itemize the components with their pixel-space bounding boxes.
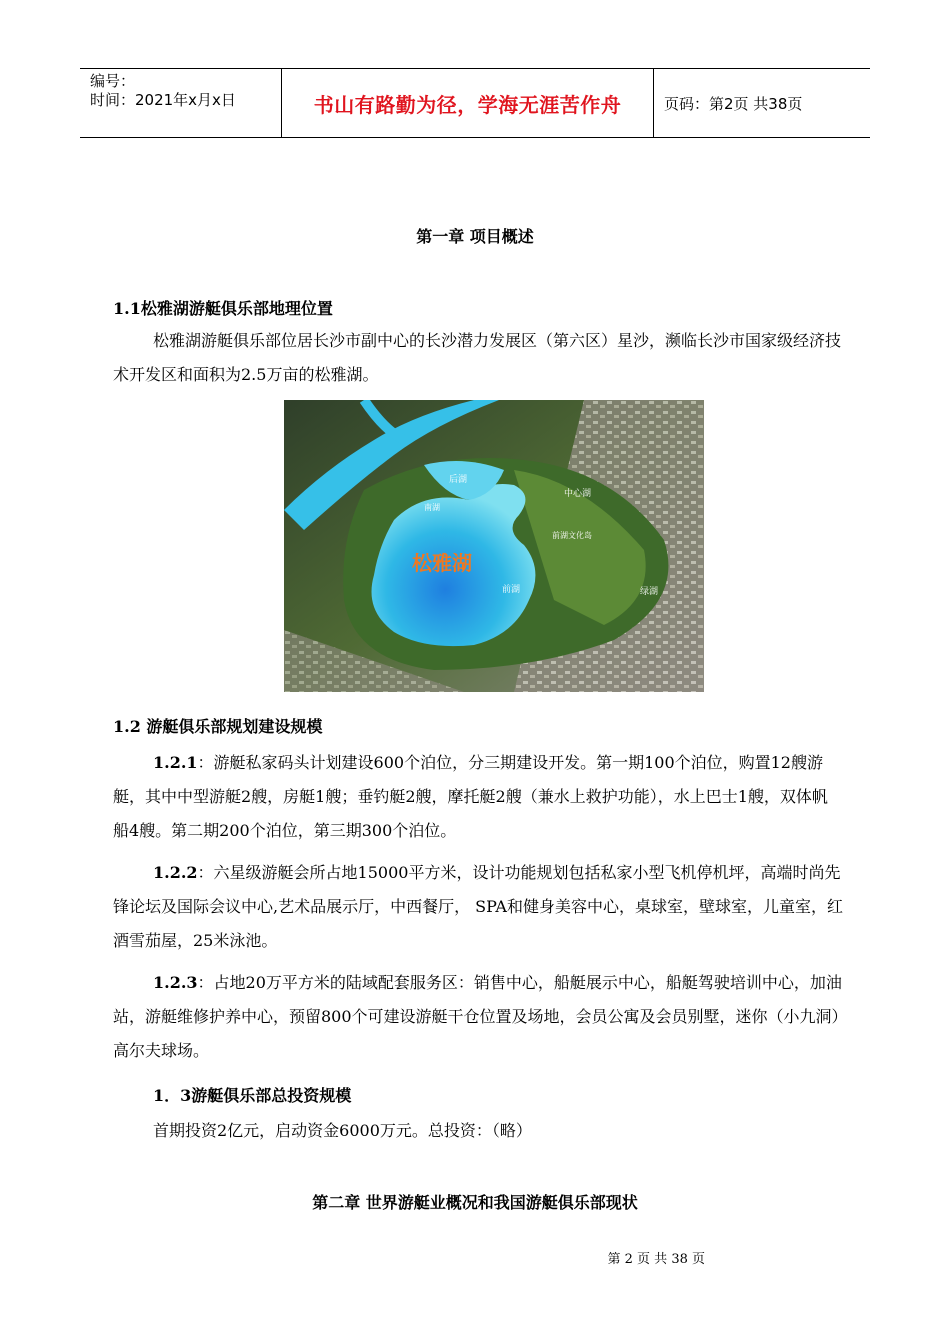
section-1-2-2-text: ：六星级游艇会所占地15000平方米，设计功能规划包括私家小型飞机停机坪，高端时尚先锋论坛及国际会议中心,艺术品展示厅，中西餐厅， SPA和健身美容中心，桌球室，壁球室，儿童室，红酒雪茄屋，25米泳池。 xyxy=(113,863,843,950)
map-label-island: 前湖文化岛 xyxy=(552,531,592,540)
page-header xyxy=(80,68,870,138)
map-label-green: 绿湖 xyxy=(640,587,659,597)
section-1-2-heading: 1.2 游艇俱乐部规划建设规模 xyxy=(113,717,323,736)
number-label: 编号： xyxy=(90,72,136,90)
map-label-front: 前湖 xyxy=(502,585,521,595)
section-1-2-3 xyxy=(113,966,843,1068)
time-label: 时间：2021年x月x日 xyxy=(90,91,236,109)
section-1-2-1 xyxy=(113,746,843,848)
map-label-back: 后湖 xyxy=(449,475,468,485)
header-motto: 书山有路勤为径，学海无涯苦作舟 xyxy=(282,69,654,137)
header-meta xyxy=(80,69,282,137)
section-1-1-heading: 1.1松雅湖游艇俱乐部地理位置 xyxy=(113,299,333,318)
section-1-2-1-text: ：游艇私家码头计划建设600个泊位，分三期建设开发。第一期100个泊位，购置12艘游艇，其中中型游艇2艘，房艇1艘；垂钓艇2艘，摩托艇2艘（兼水上救护功能），水上巴士1艘，双体帆船4艘。第二期200个泊位，第三期300个泊位。 xyxy=(113,753,828,840)
chapter1-title: 第一章 项目概述 xyxy=(416,227,534,246)
header-page-label: 页码：第2页 共38页 xyxy=(664,94,803,113)
section-1-2-3-text: ：占地20万平方米的陆域配套服务区：销售中心，船艇展示中心，船艇驾驶培训中心，加油站，游艇维修护养中心，预留800个可建设游艇干仓位置及场地，会员公寓及会员别墅，迷你（小九洞）高尔夫球场。 xyxy=(113,973,842,1060)
section-1-2-2 xyxy=(113,856,843,958)
section-1-3-heading: 1．3游艇俱乐部总投资规模 xyxy=(153,1086,352,1105)
songya-lake-map xyxy=(284,400,704,692)
chapter2-title: 第二章 世界游艇业概况和我国游艇俱乐部现状 xyxy=(312,1193,638,1212)
map-label-title: 松雅湖 xyxy=(412,551,472,575)
page-footer: 第 2 页 共 38 页 xyxy=(607,1252,705,1267)
section-1-2-3-label: 1.2.3 xyxy=(153,973,198,992)
section-1-2-1-label: 1.2.1 xyxy=(153,753,198,772)
section-1-2-2-label: 1.2.2 xyxy=(153,863,198,882)
section-1-1-text: 松雅湖游艇俱乐部位居长沙市副中心的长沙潜力发展区（第六区）星沙，濒临长沙市国家级经济技术开发区和面积为2.5万亩的松雅湖。 xyxy=(113,331,842,384)
map-label-center: 中心湖 xyxy=(564,489,592,499)
section-1-3-text: 首期投资2亿元，启动资金6000万元。总投资：（略） xyxy=(153,1121,532,1140)
map-label-south: 南湖 xyxy=(424,503,440,512)
